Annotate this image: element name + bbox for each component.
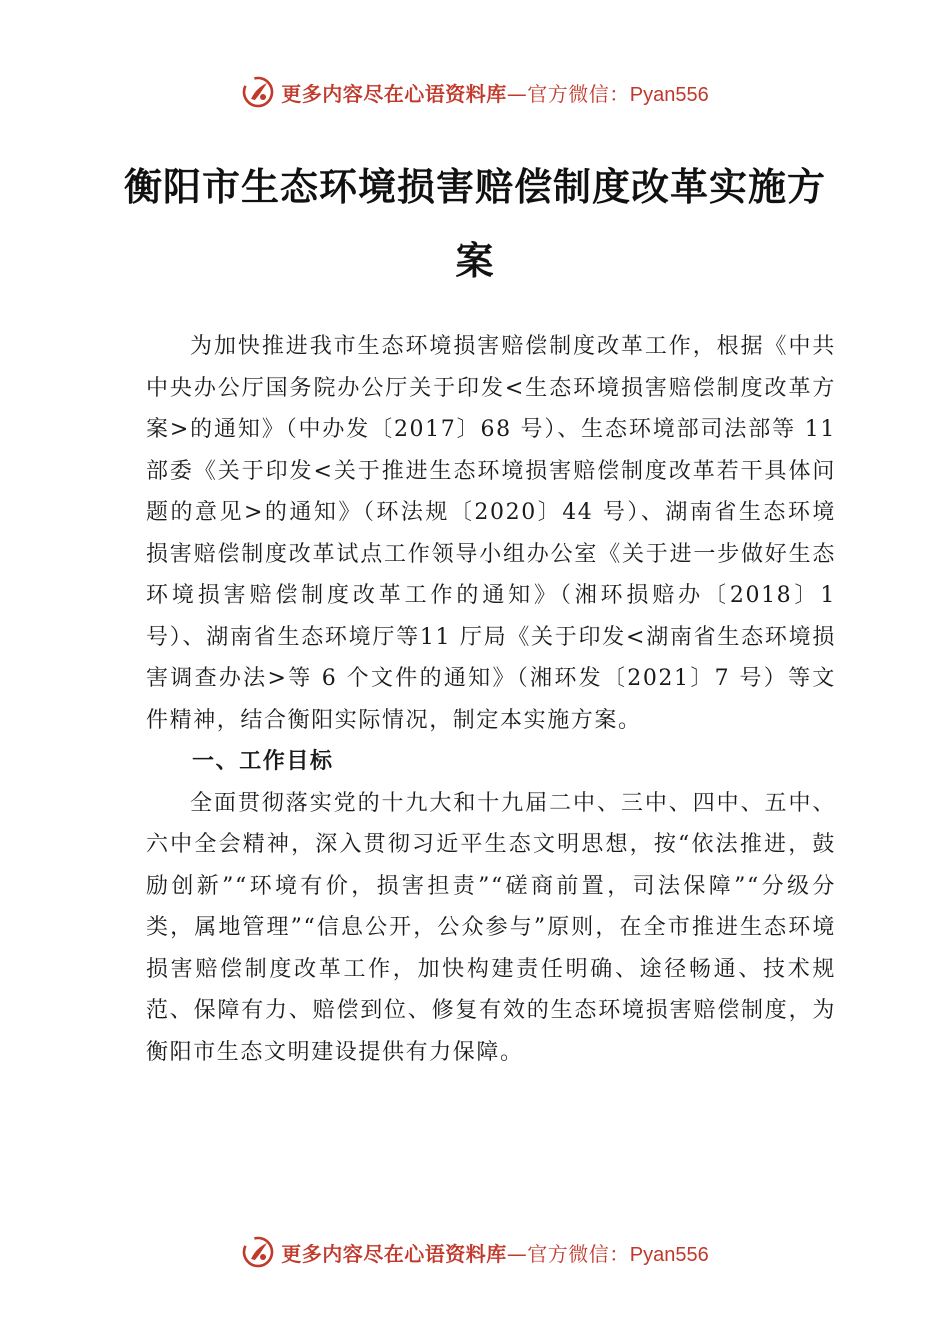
document-body <box>146 326 836 1073</box>
document-title: 衡阳市生态环境损害赔偿制度改革实施方案 <box>123 164 826 283</box>
header-watermark-banner <box>0 72 950 112</box>
watermark-text: 更多内容尽在心语资料库—官方微信：Pyan556 <box>281 1241 709 1266</box>
intro-paragraph: 为加快推进我市生态环境损害赔偿制度改革工作，根据《中共中央办公厅国务院办公厅关于印发<生态环境损害赔偿制度改革方案>的通知》（中办发〔2017〕68 号）、生态环境部司法部等 11 部委《关于印发<关于推进生态环境损害赔偿制度改革若干具体问题的意见>的通知》（环法规〔2020〕44 号）、湖南省生态环境损害赔偿制度改革试点工作领导小组办公室《关于进一步做好生态环境损害赔偿制度改革工作的通知》（湘环损赔办〔2018〕1 号）、湖南省生态环境厅等11 厅局《关于印发<湖南省生态环境损害调查办法>等 6 个文件的通知》（湘环发〔2021〕7 号）等文件精神，结合衡阳实际情况，制定本实施方案。 <box>146 334 836 733</box>
section-heading-work-goals: 一、工作目标 <box>192 749 334 774</box>
footer-watermark-banner <box>0 1232 950 1272</box>
watermark-text: 更多内容尽在心语资料库—官方微信：Pyan556 <box>281 81 709 106</box>
section-paragraph-work-goals: 全面贯彻落实党的十九大和十九届二中、三中、四中、五中、六中全会精神，深入贯彻习近平生态文明思想，按“依法推进，鼓励创新”“环境有价，损害担责”“磋商前置，司法保障”“分级分类，属地管理”“信息公开，公众参与”原则，在全市推进生态环境损害赔偿制度改革工作，加快构建责任明确、途径畅通、技术规范、保障有力、赔偿到位、修复有效的生态环境损害赔偿制度，为衡阳市生态文明建设提供有力保障。 <box>146 790 836 1065</box>
brush-seal-icon <box>241 75 275 109</box>
brush-seal-icon <box>241 1235 275 1269</box>
